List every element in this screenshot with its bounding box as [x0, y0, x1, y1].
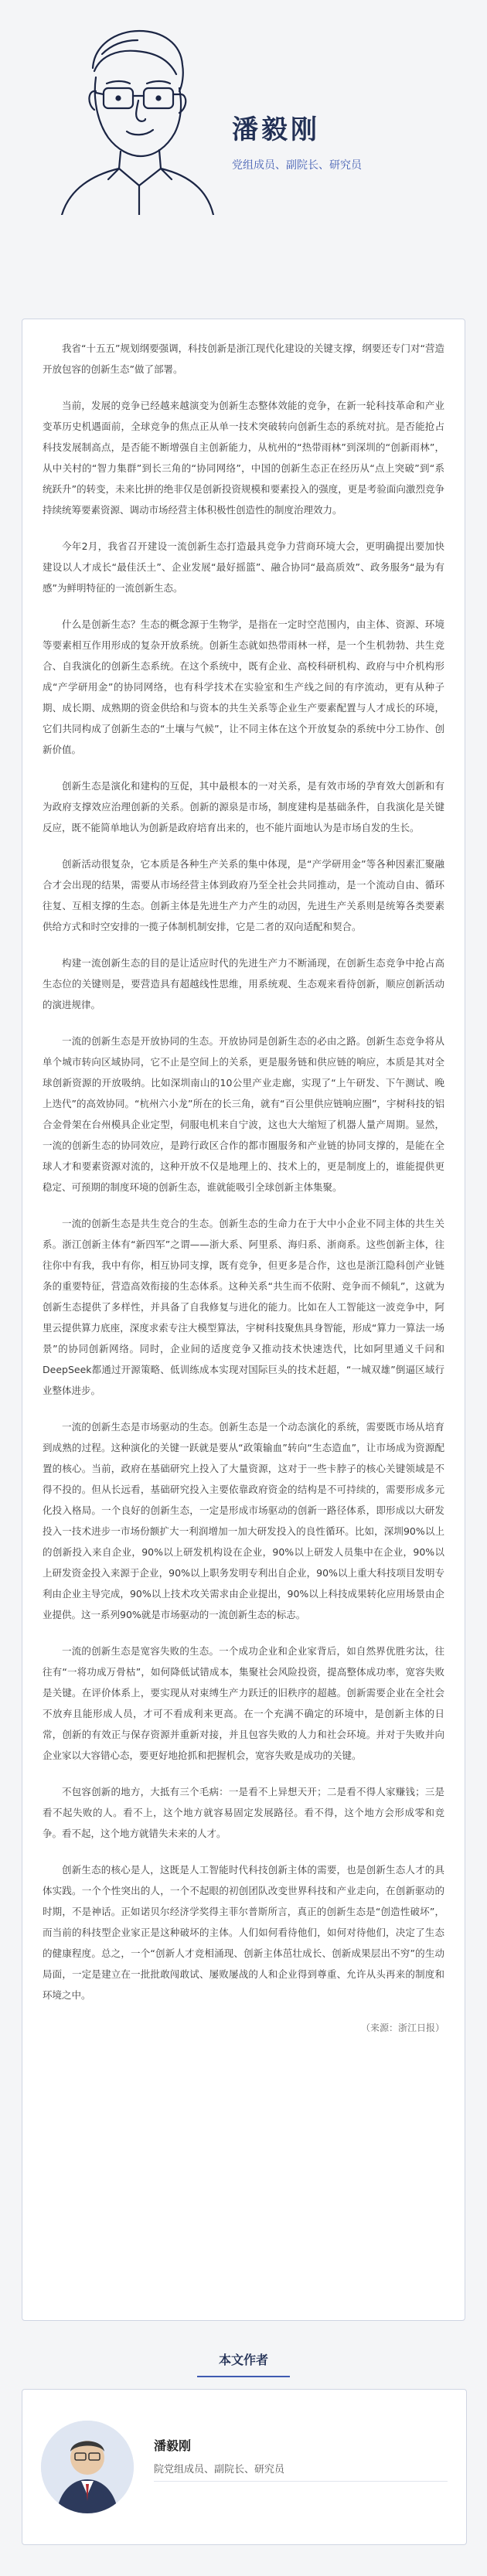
header-author-name: 潘毅刚	[232, 114, 320, 145]
article-paragraph: 我省“十五五”规划纲要强调，科技创新是浙江现代化建设的关键支撑，纲要还专门对“营造开放包容的创新生态”做了部署。	[43, 342, 444, 375]
author-card-divider	[154, 2481, 448, 2482]
author-avatar	[41, 2421, 134, 2513]
article-paragraph: 构建一流创新生态的目的是让适应时代的先进生产力不断涌现，在创新生态竞争中抢占高生态位的关键则是，要营造具有超越线性思维，用系统观、生态观来看待创新，顺应创新活动的演进规律。	[43, 957, 444, 1010]
article-paragraph: 一流的创新生态是市场驱动的生态。创新生态是一个动态演化的系统，需要既市场从培育到成熟的过程。这种演化的关键一跃就是要从“政策输血”转向“生态造血”，让市场成为资源配置的核心。当前，政府在基础研究上投入了大量资源，这对于一些卡脖子的核心关键领域是不得不投的。但从长远看，基础研究投入主要依靠政府资金的结构是不可持续的，需要形成多元化投入格局。一个良好的创新生态，一定是形成市场驱动的创新一路径体系，即形成以大研发投入一技术进步一市场份额扩大一利润增加一加大研发投入的良性循环。比如，深圳90%以上的创新投入来自企业，90%以上研发机构设在企业，90%以上研发人员集中在企业，90%以上研发资金投入来源于企业，90%以上职务发明专利出自企业，90%以上重大科技项目发明专利由企业主导完成，90%以上技术攻关需求由企业提出，90%以上科技成果转化应用场景由企业提供。这一系列90%就是市场驱动的一流创新生态的标志。	[43, 1421, 444, 1620]
author-card-name: 潘毅刚	[154, 2438, 192, 2453]
article-paragraph: 一流的创新生态是宽容失败的生态。一个成功企业和企业家背后，如自然界优胜劣汰，往往有“一将功成万骨枯”，如何降低试错成本，集聚社会风险投资，提高整体成功率，宽容失败是关键。在评价体系上，要实现从对束缚生产力跃迁的旧秩序的超越。创新需要企业在全社会不放弃且能形成人员，才可不看成利来更高。在一个充满不确定的环境中，是创新主体的日常，创新的有效正与保存资源并重新对接，并且包容失败的人力和社会环境。并对于失败并向企业家以大容错心态，要更好地抢抓和把握机会，宽容失败是成功的关键。	[43, 1645, 444, 1761]
article-paragraph: 什么是创新生态？生态的概念源于生物学，是指在一定时空范围内，由主体、资源、环境等要素相互作用形成的复杂开放系统。创新生态就如热带雨林一样，是一个生机勃勃、共生竞合、自我演化的创新生态系统。在这个系统中，既有企业、高校科研机构、政府与中介机构形成“产学研用金”的协同网络，也有科学技术在实验室和生产线之间的有序流动，更有从种子期、成长期、成熟期的资金供给和与资本的共生关系等企业生产要素配置与人才成长的环境，它们共同构成了创新生态的“土壤与气候”，让不同主体在这个开放复杂的系统中分工协作、创新价值。	[43, 618, 444, 755]
article-card	[22, 319, 465, 2321]
article-paragraph: 创新生态是演化和建构的互促，其中最根本的一对关系，是有效市场的孕育效大创新和有为政府支撑效应治理创新的关系。创新的源泉是市场，制度建构是基础条件，自我演化是关键反应，既不能简单地认为创新是政府培育出来的，也不能片面地认为是市场自发的生长。	[43, 780, 444, 833]
article-paragraph: 创新活动很复杂，它本质是各种生产关系的集中体现，是“产学研用金”等各种因素汇聚融合才会出现的结果，需要从市场经营主体到政府乃至全社会共同推动，是一个流动自由、循环往复、互相支撑的生态。创新主体是先进生产力产生的动因，先进生产关系则是统筹各类要素供给方式和时空安排的一揽子体制机制安排，它是二者的双向适配和契合。	[43, 858, 444, 932]
article-paragraph: 不包容创新的地方，大抵有三个毛病：一是看不上异想天开；二是看不得人家赚钱；三是看不起失败的人。看不上，这个地方就容易固定发展路径。看不得，这个地方会形成零和竞争。看不起，这个地方就错失未来的人才。	[43, 1786, 444, 1839]
article-paragraph: 创新生态的核心是人，这既是人工智能时代科技创新主体的需要，也是创新生态人才的具体实践。一个个性突出的人，一个不起眼的初创团队改变世界科技和产业走向，在创新驱动的时期，不是神话。正如诺贝尔经济学奖得主菲尔普斯所言，真正的创新生态是“创造性破坏”，而当前的科技型企业家正是这种破坏的主体。人们如何看待他们，如何对待他们，决定了生态的健康程度。总之，一个“创新人才竞相涌现、创新主体茁壮成长、创新成果层出不穷”的生动局面，一定是建立在一批批敢闯敢试、屡败屡战的人和企业得到尊重、允许从头再来的制度和环境之中。	[43, 1864, 444, 2001]
header-author-role: 党组成员、副院长、研究员	[232, 159, 362, 172]
author-title-underline	[197, 2376, 290, 2377]
author-card	[22, 2389, 467, 2545]
portrait-sketch-icon	[46, 14, 224, 215]
article-paragraph: 一流的创新生态是共生竞合的生态。创新生态的生命力在于大中小企业不同主体的共生关系。浙江创新主体有“新四军”之谓——浙大系、阿里系、海归系、浙商系。这些创新主体，往往你中有我，我中有你，相互协同支撑，既有竞争，但更多是合作，这也是浙江隐科创产业链条的重要特征，营造高效衔接的生态体系。这种关系“共生而不依附、竞争而不倾轧”，这就为创新生态提供了多样性，并具备了自我修复与进化的能力。比如在人工智能这一波竞争中，阿里云提供算力底座，深度求索专注大模型算法，宇树科技聚焦具身智能，形成“算力一算法一场景”的协同创新网络。同时，企业间的适度竞争又推动技术快速迭代，比如阿里通义千问和DeepSeek都通过开源策略、低训练成本实现对国际巨头的技术赶超，“一城双雄”倒逼区域行业整体进步。	[43, 1218, 444, 1396]
article-paragraph: 今年2月，我省召开建设一流创新生态打造最具竞争力营商环境大会，更明确提出要加快建设以人才成长“最佳沃土”、企业发展“最好摇篮”、融合协同“最高质效”、政务服务“最为有感”为鲜明特征的一流创新生态。	[43, 540, 444, 594]
author-section	[0, 2327, 487, 2576]
author-card-role: 院党组成员、副院长、研究员	[154, 2464, 285, 2475]
author-section-title: 本文作者	[218, 2353, 268, 2367]
header-name-block	[232, 108, 362, 172]
article-paragraph: 一流的创新生态是开放协同的生态。开放协同是创新生态的必由之路。创新生态竞争将从单个城市转向区域协同，它不止是空间上的关系，更是服务链和供应链的响应，本质是其对全球创新资源的开放吸纳。比如深圳南山的10公里产业走廊，实现了“上午研发、下午测试、晚上迭代”的高效协同。“杭州六小龙”所在的长三角，就有“百公里供应链响应圈”，宇树科技的铝合金骨架在台州模具企业定型，伺服电机来自宁波，这也大大缩短了机器人量产周期。显然，一流的创新生态的协同效应，是跨行政区合作的都市圈服务和产业链的协同支撑的，是能在全球人才和要素资源对流的，这种开放不仅是地理上的、技术上的，更是制度上的，谁能提供更稳定、可预期的制度环境的创新生态，谁就能吸引全球创新主体集聚。	[43, 1035, 444, 1193]
author-photo-icon	[41, 2421, 134, 2513]
article-source: （来源：浙江日报）	[360, 2022, 444, 2033]
article-paragraph: 当前，发展的竞争已经越来越演变为创新生态整体效能的竞争，在新一轮科技革命和产业变革历史机遇面前，全球竞争的焦点正从单一技术突破转向创新生态的系统对抗。是否能抢占科技发展制高点，是否能不断增强自主创新能力，从杭州的“热带雨林”到深圳的“创新雨林”，从中关村的“智力集群”到长三角的“协同网络”，中国的创新生态正在经历从“点上突破”到“系统跃升”的转变，未来比拼的绝非仅是创新投资规模和要素投入的强度，更是考验面向激烈竞争持续统筹要素资源、调动市场经营主体积极性创造性的制度治理效力。	[43, 400, 444, 516]
hero-header	[0, 0, 487, 325]
